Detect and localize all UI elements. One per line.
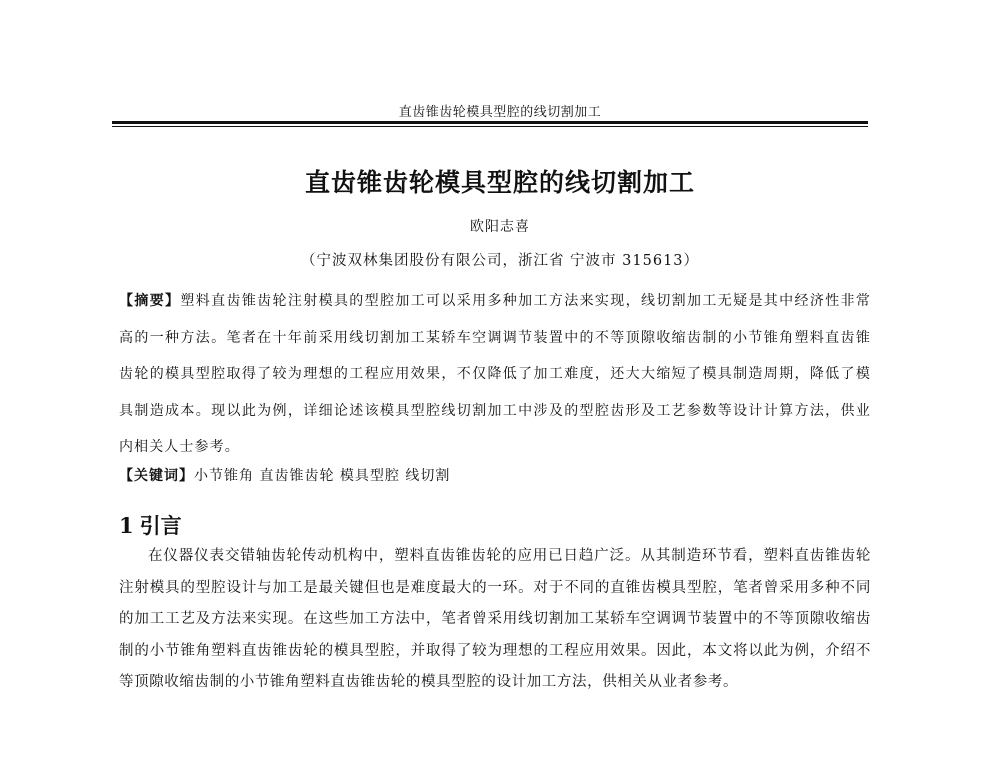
abstract-text: 塑料直齿锥齿轮注射模具的型腔加工可以采用多种加工方法来实现，线切割加工无疑是其中经济性非常高的一种方法。笔者在十年前采用线切割加工某轿车空调调节装置中的不等顶隙收缩齿制的小节锥角塑料直齿锥齿轮的模具型腔取得了较为理想的工程应用效果，不仅降低了加工难度，还大大缩短了模具制造周期，降低了模具制造成本。现以此为例，详细论述该模具型腔线切割加工中涉及的型腔齿形及工艺参数等设计计算方法，供业内相关人士参考。	[119, 293, 872, 455]
keywords-label: 【关键词】	[119, 468, 194, 484]
abstract-label: 【摘要】	[119, 293, 181, 309]
keywords-block	[119, 465, 871, 485]
running-header: 直齿锥齿轮模具型腔的线切割加工	[398, 105, 602, 120]
keywords-text: 小节锥角 直齿锥齿轮 模具型腔 线切割	[194, 468, 451, 484]
section-number: 1	[119, 513, 134, 538]
section-heading	[119, 510, 182, 540]
section-title: 引言	[139, 514, 182, 538]
abstract-block	[119, 283, 871, 466]
paper-title: 直齿锥齿轮模具型腔的线切割加工	[304, 168, 695, 197]
author-name: 欧阳志喜	[470, 219, 530, 235]
header-rule-thick	[112, 121, 868, 124]
author-affiliation: （宁波双林集团股份有限公司，浙江省 宁波市 315613）	[300, 253, 700, 269]
header-rule-thin	[112, 126, 868, 127]
intro-paragraph: 在仪器仪表交错轴齿轮传动机构中，塑料直齿锥齿轮的应用已日趋广泛。从其制造环节看，塑料直齿锥齿轮注射模具的型腔设计与加工是最关键但也是难度最大的一环。对于不同的直锥齿模具型腔，笔者曾采用多种不同的加工工艺及方法来实现。在这些加工方法中，笔者曾采用线切割加工某轿车空调调节装置中的不等顶隙收缩齿制的小节锥角塑料直齿锥齿轮的模具型腔，并取得了较为理想的工程应用效果。因此，本文将以此为例，介绍不等顶隙收缩齿制的小节锥角塑料直齿锥齿轮的模具型腔的设计加工方法，供相关从业者参考。	[119, 548, 871, 691]
